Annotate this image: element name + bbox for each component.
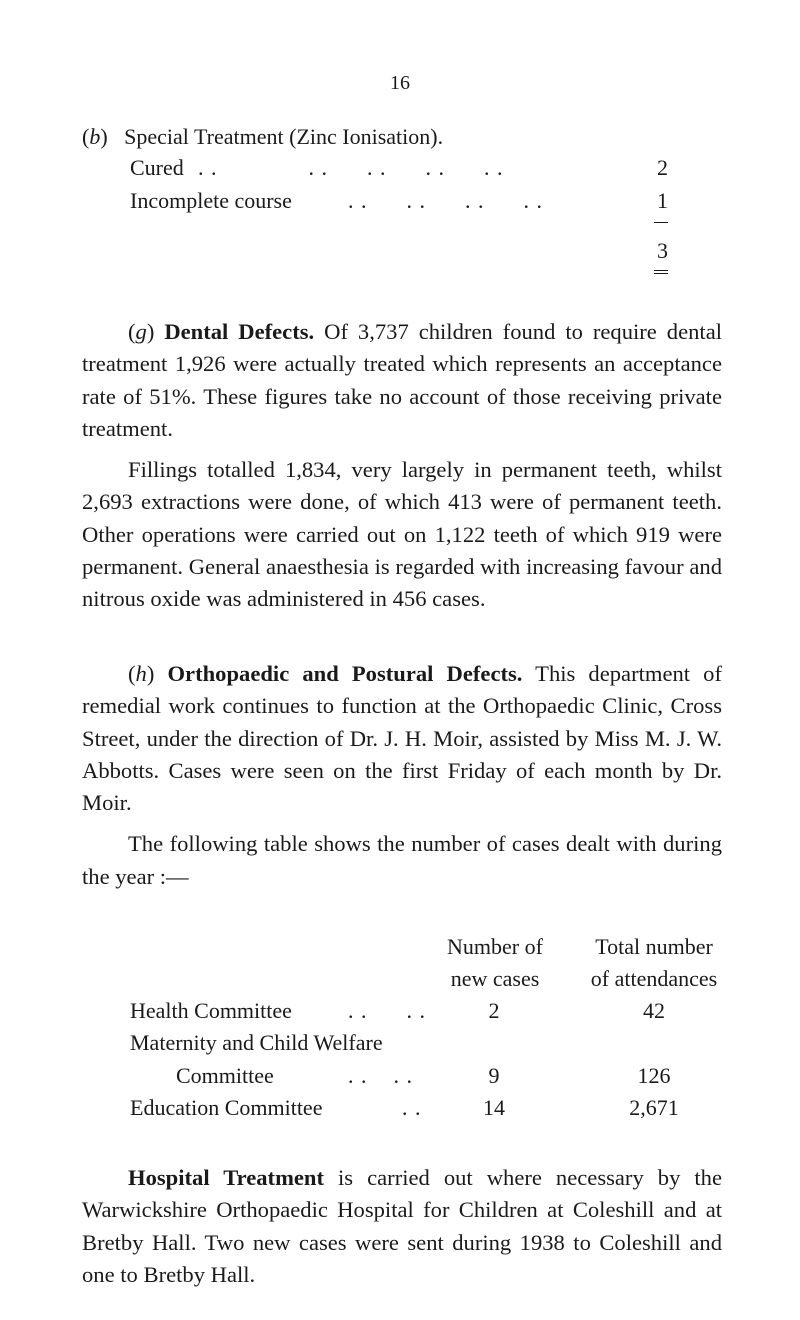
orthopaedic-paragraph-2: [82, 828, 722, 893]
orthopaedic-section: [82, 658, 722, 893]
cured-label: Cured: [130, 155, 184, 180]
cured-value: 2: [657, 155, 668, 180]
row-education-dots: . .: [402, 1095, 422, 1120]
orthopaedic-text-1: This department of remedial work continues to function at the Orthopaedic Clinic, Cross Street, under the direction of Dr. J. H. Moir, assisted by Miss M. J. W. Abbotts. Cases were seen on the first Friday of each month by Dr. Moir.: [82, 661, 722, 816]
row-maternity-new-cases: 9: [488, 1063, 500, 1088]
cured-dots: . . . . . . . . . .: [198, 155, 504, 180]
row-maternity-label-2: Committee: [176, 1063, 274, 1088]
hospital-heading: Hospital Treatment: [128, 1165, 325, 1190]
special-treatment-title: Special Treatment (Zinc Ionisation).: [124, 124, 444, 149]
row-maternity-label-1: Maternity and Child Welfare: [130, 1030, 383, 1055]
special-treatment-total: 3: [657, 238, 668, 263]
row-health-committee-label: Health Committee: [130, 998, 292, 1023]
col-attendances-header-2: of attendances: [590, 966, 718, 991]
dental-paragraph-1: (g) Dental Defects. Of 3,737 children found to require dental treatment 1,926 were actually treated which represents an acceptance rate of 51%. These figures take no account of those receiving private treatment.: [82, 319, 722, 441]
hospital-text: is carried out where necessary by the Warwickshire Orthopaedic Hospital for Children at Coleshill and at Bretby Hall. Two new cases were sent during 1938 to Coleshill and one to Bretby Hall.: [82, 1165, 722, 1287]
dental-section: [82, 316, 722, 616]
dental-text-2: Fillings totalled 1,834, very largely in permanent teeth, whilst 2,693 extractions were done, of which 413 were of permanent teeth. Other operations were carried out on 1,122 teeth of which 919 were permanent. General anaesthesia is regarded with increasing favour and nitrous oxide was administered in 456 cases.: [82, 457, 722, 612]
incomplete-dots: . . . . . . . .: [348, 188, 543, 213]
incomplete-course-label: Incomplete course: [130, 188, 292, 213]
section-marker-h: h: [135, 661, 147, 686]
orthopaedic-text-2: The following table shows the number of cases dealt with during the year :—: [82, 831, 722, 889]
row-education-committee-attendances: 2,671: [629, 1095, 679, 1120]
col-new-cases-header-1: Number of: [447, 934, 543, 959]
orthopaedic-paragraph-1: (h) Orthopaedic and Postural Defects. This department of remedial work continues to function at the Orthopaedic Clinic, Cross Street, under the direction of Dr. J. H. Moir, assisted by Miss M. J. W. Abbotts. Cases were seen on the first Friday of each month by Dr. Moir.: [82, 661, 722, 816]
row-education-committee-label: Education Committee: [130, 1095, 323, 1120]
total-double-rule-top: [654, 270, 668, 271]
row-health-committee-dots: . . . .: [348, 998, 426, 1023]
dental-heading: Dental Defects.: [164, 319, 315, 344]
row-maternity-attendances: 126: [637, 1063, 671, 1088]
row-maternity-dots: . . . .: [348, 1063, 413, 1088]
incomplete-course-value: 1: [657, 188, 668, 213]
special-treatment-heading: (b) Special Treatment (Zinc Ionisation).: [82, 124, 444, 149]
row-education-committee-new-cases: 14: [483, 1095, 505, 1120]
row-health-committee-new-cases: 2: [488, 998, 500, 1023]
page-number: 16: [390, 72, 410, 94]
hospital-section: [82, 1162, 722, 1291]
dental-paragraph-2: [82, 454, 722, 615]
total-double-rule-bottom: [654, 273, 668, 274]
section-marker-g: g: [135, 319, 147, 344]
hospital-paragraph: [82, 1162, 722, 1291]
section-marker-b: b: [89, 124, 101, 149]
subtotal-rule: [654, 222, 668, 223]
orthopaedic-heading: Orthopaedic and Postural Defects.: [167, 661, 523, 686]
row-health-committee-attendances: 42: [643, 998, 665, 1023]
col-new-cases-header-2: new cases: [450, 966, 540, 991]
dental-text-1: Of 3,737 children found to require dental treatment 1,926 were actually treated which represents an acceptance rate of 51%. These figures take no account of those receiving private treatment.: [82, 319, 722, 441]
col-attendances-header-1: Total number: [595, 934, 713, 959]
